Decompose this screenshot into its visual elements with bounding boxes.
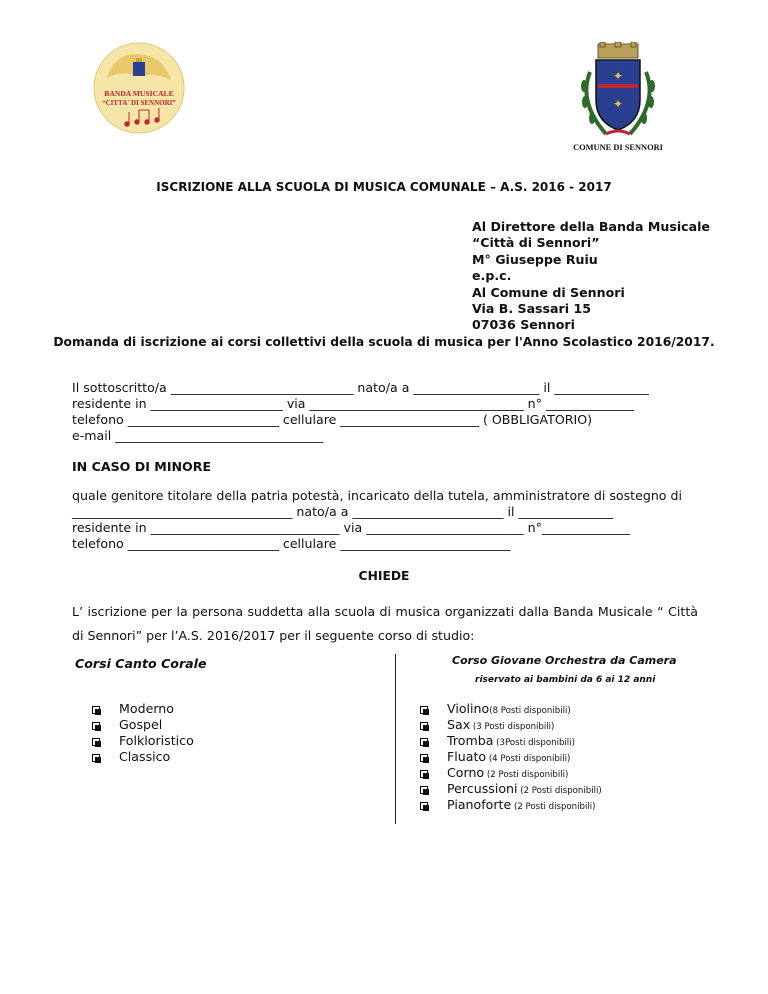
addressee-line: M° Giuseppe Ruiu	[472, 251, 598, 267]
request-heading: Domanda di iscrizione ai corsi collettivi della scuola di musica per l'Anno Scolastico 2016/2017.	[53, 335, 715, 349]
option-label: Gospel	[119, 717, 163, 732]
addressee-block	[472, 219, 710, 334]
option-label: Pianoforte	[447, 797, 512, 812]
addressee-line: Al Comune di Sennori	[472, 284, 625, 300]
checkbox-icon[interactable]	[420, 802, 428, 810]
checkbox-icon[interactable]	[420, 738, 428, 746]
band-musicale-logo	[93, 42, 185, 134]
option-label: Moderno	[119, 701, 174, 716]
field-row-minor-phone[interactable]: telefono ________________________ cellulare ___________________________	[72, 536, 511, 551]
field-row-minor-name[interactable]: ___________________________________ nato/a a ________________________ il _______________	[72, 504, 614, 519]
right-course-title: Corso Giovane Orchestra da Camera	[452, 654, 677, 667]
svg-text:✦: ✦	[612, 69, 624, 83]
checkbox-icon[interactable]	[92, 722, 100, 730]
right-course-subtitle: riservato ai bambini da 6 ai 12 anni	[475, 675, 656, 685]
option-label: Tromba	[447, 733, 494, 748]
addressee-line: Al Direttore della Banda Musicale	[472, 219, 710, 234]
comune-caption: COMUNE DI SENNORI	[573, 143, 663, 152]
document-title: ISCRIZIONE ALLA SCUOLA DI MUSICA COMUNALE – A.S. 2016 - 2017	[156, 180, 612, 194]
field-row-phone[interactable]: telefono ________________________ cellulare ______________________ ( OBBLIGATORIO)	[72, 412, 593, 427]
option-label: Violino	[447, 701, 490, 716]
field-row-minor-address[interactable]: residente in ______________________________ via _________________________ n°______________	[72, 520, 631, 535]
option-note: (4 Posti disponibili)	[486, 754, 571, 764]
option-note: (2 Posti disponibili)	[517, 786, 602, 796]
option-label: Fluato	[447, 749, 487, 764]
addressee-line: Via B. Sassari 15	[472, 301, 591, 317]
option-note: (2 Posti disponibili)	[484, 770, 569, 780]
addressee-line: 07036 Sennori	[472, 317, 575, 333]
addressee-line: e.p.c.	[472, 268, 512, 284]
option-label: Folkloristico	[119, 733, 194, 748]
option-label: Sax	[447, 717, 471, 732]
svg-text:✦: ✦	[612, 97, 624, 111]
field-row-name[interactable]: Il sottoscritto/a _____________________________ nato/a a ____________________ il _______________	[72, 380, 649, 395]
checkbox-icon[interactable]	[420, 722, 428, 730]
field-row-email[interactable]: e-mail _________________________________	[72, 428, 324, 443]
minor-heading: IN CASO DI MINORE	[72, 459, 212, 474]
checkbox-icon[interactable]	[92, 706, 100, 714]
option-note: (3Posti disponibili)	[493, 738, 575, 748]
left-course-title: Corsi Canto Corale	[75, 656, 207, 671]
comune-crest-logo	[568, 42, 668, 154]
option-note: (2 Posti disponibili)	[511, 802, 596, 812]
field-row-address[interactable]: residente in _____________________ via __________________________________ n° ______________	[72, 396, 635, 411]
band-logo-text2: “CITTA' DI SENNORI”	[102, 99, 176, 107]
checkbox-icon[interactable]	[420, 786, 428, 794]
checkbox-icon[interactable]	[420, 770, 428, 778]
checkbox-icon[interactable]	[420, 754, 428, 762]
option-label: Corno	[447, 765, 485, 780]
intro-paragraph: L’ iscrizione per la persona suddetta alla scuola di musica organizzati dalla Banda Musicale “ Città di Sennori” per l’A.S. 2016/2017 per il seguente corso di studio:	[72, 604, 698, 643]
option-label: Percussioni	[447, 781, 518, 796]
band-logo-text1: BANDA MUSICALE	[104, 89, 174, 98]
minor-guardian-text: quale genitore titolare della patria potestà, incaricato della tutela, amministratore di sostegno di	[72, 488, 683, 503]
checkbox-icon[interactable]	[92, 738, 100, 746]
checkbox-icon[interactable]	[420, 706, 428, 714]
column-divider	[395, 654, 396, 824]
chiede-heading: CHIEDE	[358, 569, 410, 583]
checkbox-icon[interactable]	[92, 754, 100, 762]
option-note: (8 Posti disponibili)	[489, 706, 571, 716]
addressee-line: “Città di Sennori”	[472, 235, 600, 251]
option-label: Classico	[119, 749, 171, 764]
option-note: (3 Posti disponibili)	[470, 722, 555, 732]
